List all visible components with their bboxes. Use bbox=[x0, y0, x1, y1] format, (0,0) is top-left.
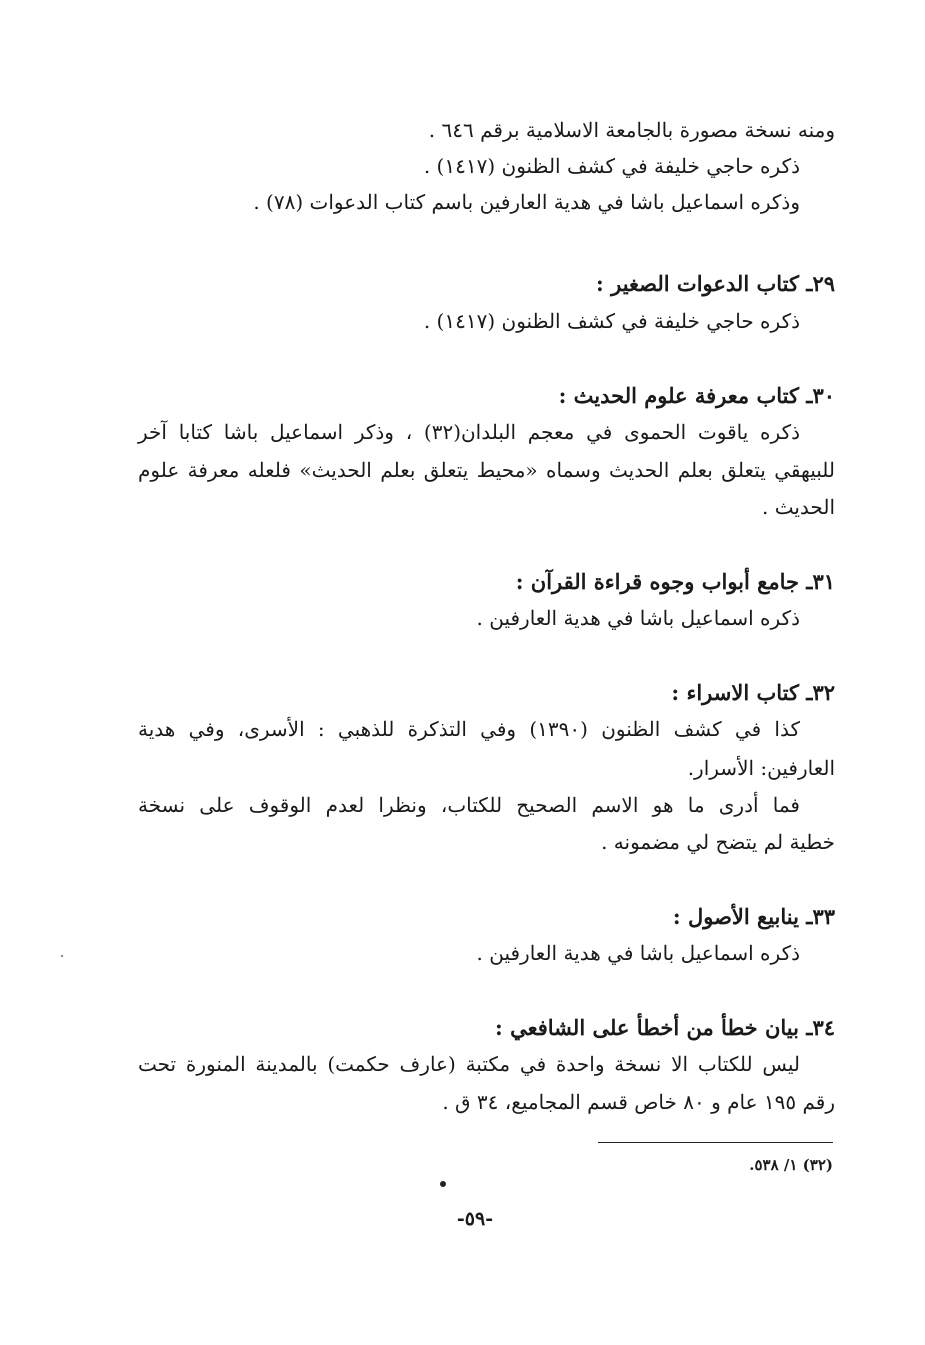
entry-body-line: ليس للكتاب الا نسخة واحدة في مكتبة (عارف حكمت) بالمدينة المنورة تحت bbox=[138, 1052, 800, 1076]
entry-body-line: ذكره اسماعيل باشا في هدية العارفين . bbox=[476, 941, 800, 965]
entry-heading: ٣٢ـ كتاب الاسراء : bbox=[671, 680, 835, 705]
entry-body-line: ذكره حاجي خليفة في كشف الظنون (١٤١٧) . bbox=[423, 309, 800, 333]
ink-dot bbox=[440, 1181, 446, 1187]
footnote-separator bbox=[598, 1142, 833, 1143]
text-line: ذكره حاجي خليفة في كشف الظنون (١٤١٧) . bbox=[423, 154, 800, 178]
entry-body-line: ذكره ياقوت الحموى في معجم البلدان(٣٢) ، وذكر اسماعيل باشا كتابا آخر bbox=[138, 420, 800, 444]
page-number: -٥٩- bbox=[456, 1208, 494, 1230]
entry-body-line: للبيهقي يتعلق بعلم الحديث وسماه «محيط يتعلق بعلم الحديث» فلعله معرفة علوم bbox=[138, 458, 835, 482]
text-line: ومنه نسخة مصورة بالجامعة الاسلامية برقم ٦٤٦ . bbox=[428, 118, 835, 142]
footnote: (٣٢) ١/ ٥٣٨. bbox=[749, 1156, 833, 1174]
ink-speck bbox=[61, 955, 63, 957]
entry-body-line: الحديث . bbox=[762, 495, 835, 519]
entry-body-line: رقم ١٩٥ عام و ٨٠ خاص قسم المجاميع، ٣٤ ق . bbox=[442, 1090, 835, 1114]
entry-body-line: ذكره اسماعيل باشا في هدية العارفين . bbox=[476, 606, 800, 630]
entry-heading: ٣١ـ جامع أبواب وجوه قراءة القرآن : bbox=[515, 569, 835, 594]
entry-heading: ٢٩ـ كتاب الدعوات الصغير : bbox=[596, 271, 835, 296]
entry-body-line: العارفين: الأسرار. bbox=[687, 756, 835, 780]
entry-body-line: خطية لم يتضح لي مضمونه . bbox=[601, 830, 835, 854]
entry-heading: ٣٤ـ بيان خطأ من أخطأ على الشافعي : bbox=[495, 1015, 835, 1040]
entry-body-line: كذا في كشف الظنون (١٣٩٠) وفي التذكرة للذهبي : الأسرى، وفي هدية bbox=[138, 717, 801, 741]
entry-body-line: فما أدرى ما هو الاسم الصحيح للكتاب، ونظرا لعدم الوقوف على نسخة bbox=[138, 793, 800, 817]
entry-heading: ٣٣ـ ينابيع الأصول : bbox=[672, 904, 835, 929]
entry-heading: ٣٠ـ كتاب معرفة علوم الحديث : bbox=[558, 383, 835, 408]
text-line: وذكره اسماعيل باشا في هدية العارفين باسم كتاب الدعوات (٧٨) . bbox=[253, 190, 800, 214]
